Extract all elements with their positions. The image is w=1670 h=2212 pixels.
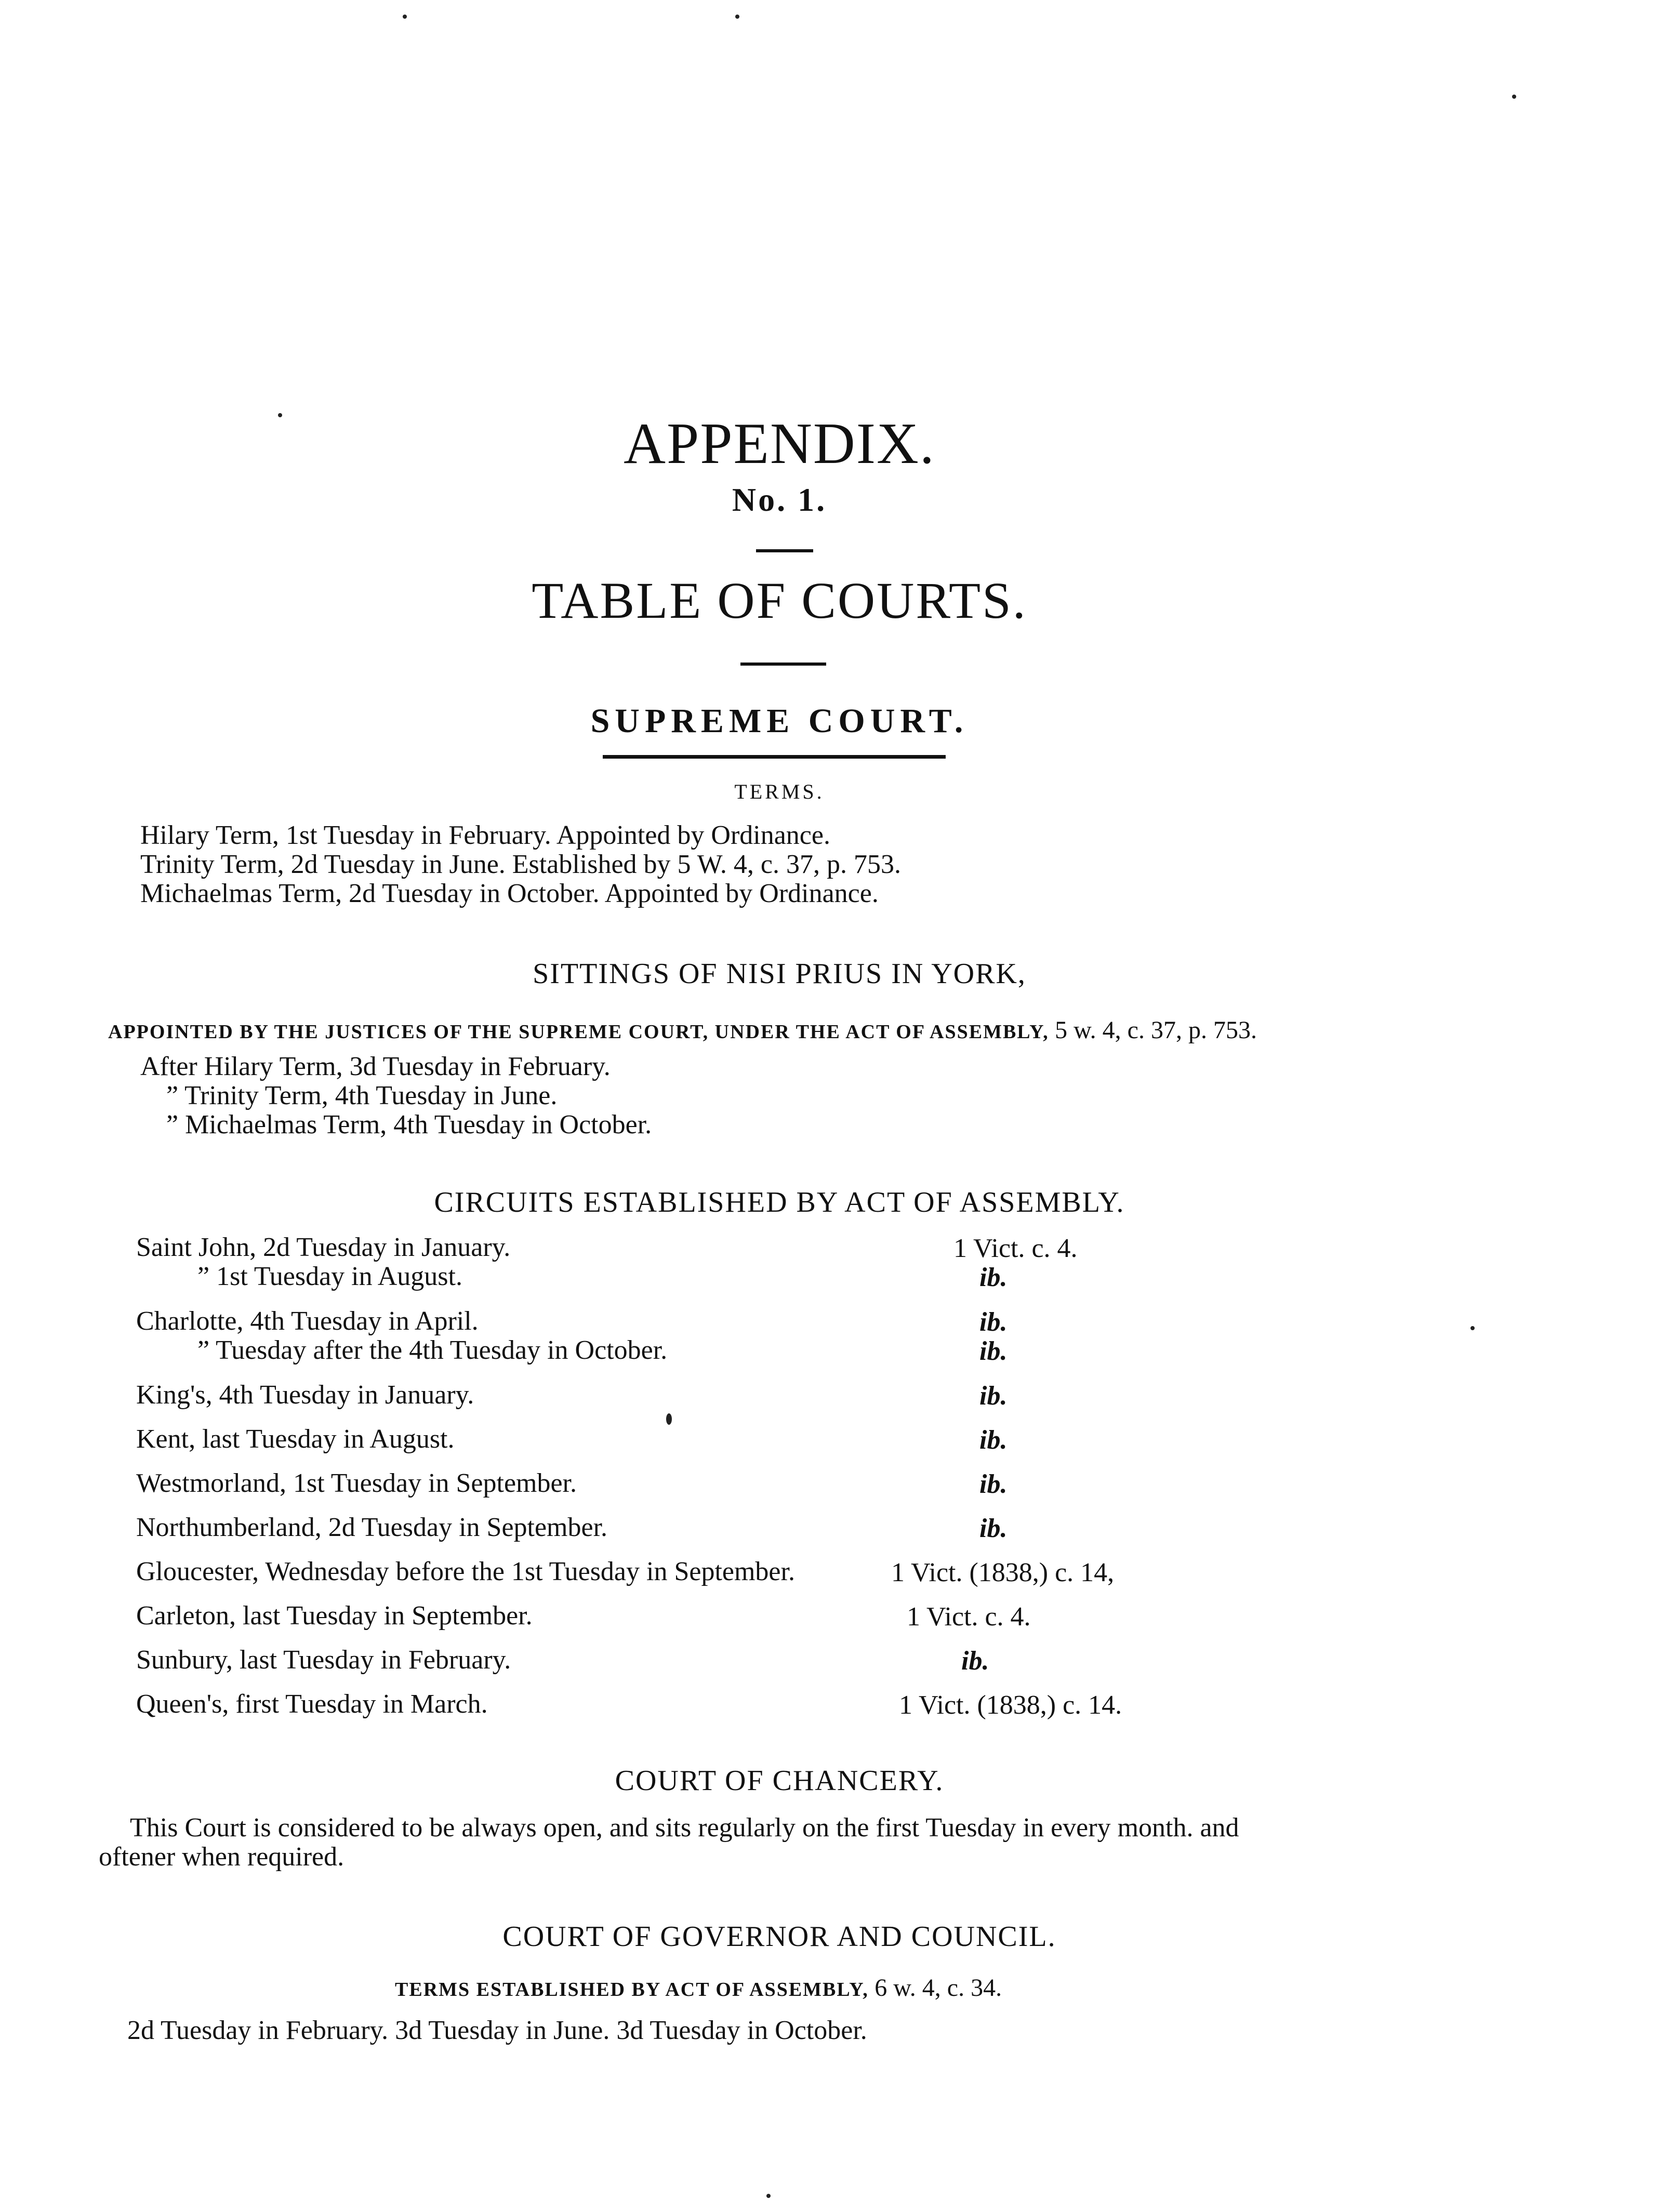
appendix-number: No. 1. [732,481,827,518]
circuit-row: ” Tuesday after the 4th Tuesday in October. [197,1335,668,1365]
subheading-text: APPOINTED BY THE JUSTICES OF THE SUPREME COURT, UNDER THE ACT OF ASSEMBLY, [108,1021,1049,1043]
chancery-heading: COURT OF CHANCERY. [615,1765,944,1797]
circuit-row: Queen's, first Tuesday in March. [136,1689,488,1719]
circuit-citation: ib. [979,1336,1008,1366]
circuit-row: Charlotte, 4th Tuesday in April. [136,1306,479,1336]
chancery-text: oftener when required. [99,1842,344,1872]
short-divider [740,663,826,666]
circuit-citation: ib. [979,1307,1008,1337]
circuit-citation: ib. [979,1381,1008,1411]
terms-heading: TERMS. [734,780,825,803]
governor-council-terms: 2d Tuesday in February. 3d Tuesday in June. 3d Tuesday in October. [127,2016,867,2045]
appendix-heading: APPENDIX. [624,412,935,476]
circuit-row: Saint John, 2d Tuesday in January. [136,1233,511,1262]
circuit-row: Gloucester, Wednesday before the 1st Tuesday in September. [136,1557,795,1586]
nisi-prius-heading: SITTINGS OF NISI PRIUS IN YORK, [533,958,1026,990]
supreme-court-heading: SUPREME COURT. [590,702,969,740]
circuit-row: ” 1st Tuesday in August. [197,1262,462,1291]
term-line: Hilary Term, 1st Tuesday in February. Appointed by Ordinance. [140,820,830,850]
sitting-line: ” Trinity Term, 4th Tuesday in June. [166,1081,558,1110]
scan-speck [1470,1326,1475,1330]
circuit-row: Northumberland, 2d Tuesday in September. [136,1513,608,1542]
governor-council-subheading [395,1973,1002,2002]
nisi-prius-subheading [108,1016,1257,1044]
term-line: Trinity Term, 2d Tuesday in June. Established by 5 W. 4, c. 37, p. 753. [140,850,901,879]
circuit-citation: ib. [979,1469,1008,1499]
term-line: Michaelmas Term, 2d Tuesday in October. Appointed by Ordinance. [140,879,879,908]
circuit-row: Westmorland, 1st Tuesday in September. [136,1468,577,1498]
chancery-text: This Court is considered to be always open, and sits regularly on the first Tuesday in every month. and [130,1813,1239,1843]
long-divider [603,755,946,759]
circuit-citation: 1 Vict. c. 4. [907,1602,1031,1632]
circuit-citation: ib. [979,1425,1008,1455]
scan-speck [766,2194,771,2198]
circuit-row: Kent, last Tuesday in August. [136,1424,455,1454]
scan-speck [278,413,282,417]
circuit-citation: 1 Vict. (1838,) c. 14, [891,1558,1115,1587]
circuit-row: King's, 4th Tuesday in January. [136,1380,474,1410]
circuit-citation: ib. [961,1646,989,1676]
subheading-citation: 5 w. 4, c. 37, p. 753. [1055,1016,1257,1044]
scan-speck [403,15,407,19]
circuits-heading: CIRCUITS ESTABLISHED BY ACT OF ASSEMBLY. [434,1186,1125,1218]
circuit-citation: ib. [979,1263,1008,1292]
subheading-citation: 6 w. 4, c. 34. [874,1974,1002,2002]
scan-speck [735,15,739,19]
circuit-citation: 1 Vict. (1838,) c. 14. [899,1690,1122,1720]
circuit-citation: ib. [979,1514,1008,1543]
subheading-text: TERMS ESTABLISHED BY ACT OF ASSEMBLY, [395,1979,869,2001]
governor-council-heading: COURT OF GOVERNOR AND COUNCIL. [502,1920,1056,1953]
sitting-line: ” Michaelmas Term, 4th Tuesday in October. [166,1110,652,1140]
short-divider [756,549,813,552]
sitting-line: After Hilary Term, 3d Tuesday in February. [140,1052,611,1081]
circuit-citation: 1 Vict. c. 4. [953,1234,1078,1263]
table-title: TABLE OF COURTS. [532,572,1027,629]
circuit-row: Sunbury, last Tuesday in February. [136,1645,511,1675]
circuit-row: Carleton, last Tuesday in September. [136,1601,533,1631]
scan-speck [666,1413,672,1425]
scan-speck [1512,95,1516,99]
